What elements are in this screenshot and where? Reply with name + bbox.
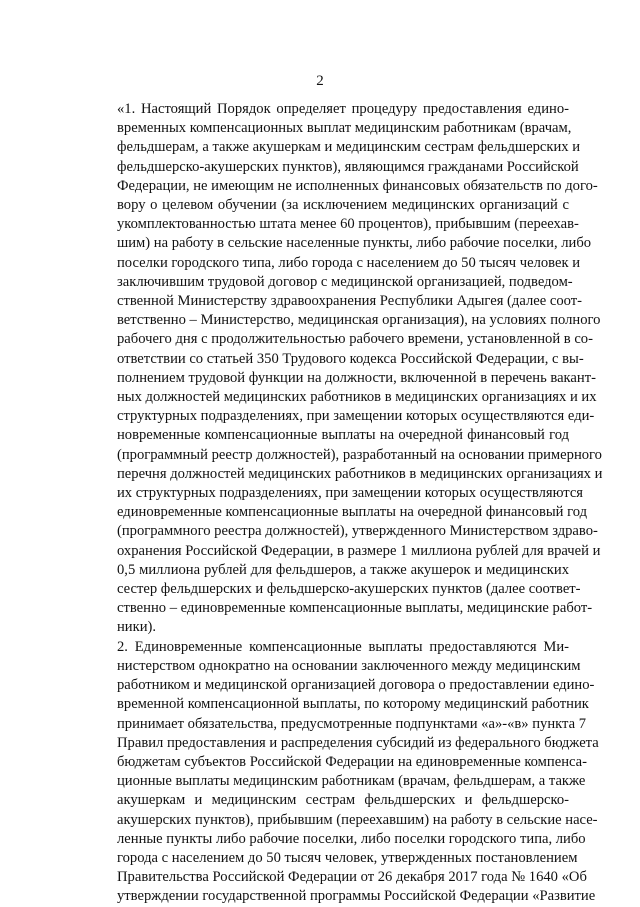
text-line: Правительства Российской Федерации от 26 декабря 2017 года № 1640 «Об	[117, 869, 587, 886]
text-line: Федерации, не имеющим не исполненных финансовых обязательств по дого-	[117, 177, 598, 194]
text-line: акушерских пунктов), прибывшим (переехавшим) на работу в сельские насе-	[117, 811, 598, 828]
text-line: 2. Единовременные компенсационные выплаты предоставляются Ми-	[117, 638, 569, 655]
text-line: охранения Российской Федерации, в размере 1 миллиона рублей для врачей и	[117, 542, 601, 559]
text-line: рабочего дня с продолжительностью рабочего времени, установленной в со-	[117, 331, 593, 348]
text-line: принимает обязательства, предусмотренные подпунктами «а»-«в» пункта 7	[117, 715, 587, 732]
text-line: временных компенсационных выплат медицинским работникам (врачам,	[117, 120, 572, 137]
text-line: ных должностей медицинских работников в медицинских организациях и их	[117, 389, 597, 406]
text-line: ственной Министерству здравоохранения Республики Адыгея (далее соот-	[117, 293, 582, 310]
text-line: их структурных подразделениях, при замещении которых осуществляются	[117, 485, 584, 502]
text-line: укомплектованностью штата менее 60 процентов), прибывшим (переехав-	[117, 216, 579, 233]
text-line: перечня должностей медицинских работников в медицинских организациях и	[117, 465, 603, 482]
text-line: 0,5 миллиона рублей для фельдшеров, а также акушерок и медицинских	[117, 561, 569, 578]
text-line: поселки городского типа, либо города с населением до 50 тысяч человек и	[117, 254, 581, 271]
page-number: 2	[316, 73, 324, 89]
text-line: ционные выплаты медицинским работникам (врачам, фельдшерам, а также	[117, 773, 586, 790]
text-line: ответствии со статьей 350 Трудового кодекса Российской Федерации, с вы-	[117, 350, 584, 367]
text-line: ники).	[117, 619, 157, 636]
text-line: фельдшерско-акушерских пунктов), являющимся гражданами Российской	[117, 158, 579, 175]
text-line: работником и медицинской организацией договора о предоставлении едино-	[117, 677, 595, 694]
text-line: Правил предоставления и распределения субсидий из федерального бюджета	[117, 734, 599, 751]
text-line: города с населением до 50 тысяч человек, утвержденных постановлением	[117, 849, 578, 866]
text-line: сестер фельдшерских и фельдшерско-акушерских пунктов (далее соответ-	[117, 581, 581, 598]
text-line: нистерством однократно на основании заключенного между медицинским	[117, 657, 581, 674]
text-line: (программного реестра должностей), утвержденного Министерством здраво-	[117, 523, 598, 540]
text-line: фельдшерам, а также акушеркам и медицинским сестрам фельдшерских и	[117, 139, 581, 156]
document-body	[85, 100, 603, 907]
text-line: единовременные компенсационные выплаты на очередной финансовый год	[117, 504, 588, 521]
text-line: вору о целевом обучении (за исключением медицинских организаций с	[117, 197, 569, 214]
text-line: (программный реестр должностей), разработанный на основании примерного	[117, 446, 602, 463]
text-line: структурных подразделениях, при замещении которых осуществляются еди-	[117, 408, 595, 425]
text-line: полнением трудовой функции на должности, включенной в перечень вакант-	[117, 369, 596, 386]
text-line: шим) на работу в сельские населенные пункты, либо рабочие поселки, либо	[117, 235, 592, 252]
text-line: заключившим трудовой договор с медицинской организацией, подведом-	[117, 273, 573, 290]
paragraph-2	[85, 638, 599, 907]
text-line: временной компенсационной выплаты, по которому медицинский работник	[117, 696, 589, 713]
text-line: ветственно – Министерство, медицинская организация), на условиях полного	[117, 312, 601, 329]
paragraph-1	[85, 100, 603, 638]
text-line: новременные компенсационные выплаты на очередной финансовый год	[117, 427, 569, 444]
text-line: утверждении государственной программы Российской Федерации «Развитие	[117, 888, 596, 905]
text-line: акушеркам и медицинским сестрам фельдшерских и фельдшерско-	[117, 792, 569, 809]
text-line: бюджетам субъектов Российской Федерации на единовременные компенса-	[117, 753, 588, 770]
text-line: ленные пункты либо рабочие поселки, либо поселки городского типа, либо	[117, 830, 586, 847]
text-line: «1. Настоящий Порядок определяет процедуру предоставления едино-	[117, 101, 569, 117]
text-line: ственно – единовременные компенсационные выплаты, медицинские работ-	[117, 600, 593, 617]
